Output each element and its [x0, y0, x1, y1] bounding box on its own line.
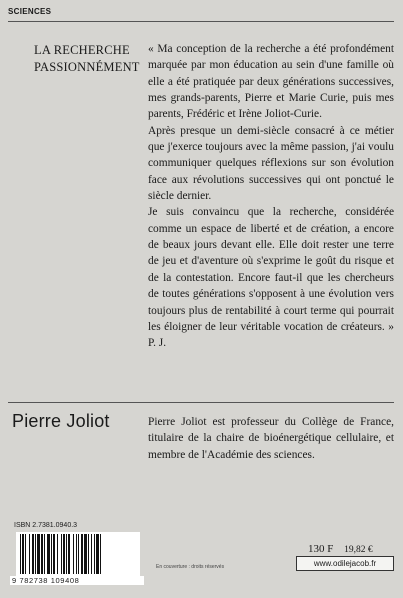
price-francs: 130 F: [308, 543, 334, 555]
blurb-paragraph: Après presque un demi-siècle consacré à ce métier que j'exerce toujours avec la même passion, j'ai voulu communiquer quelques réflexions sur son évolution face aux révolutions successives qui ont ponctué le siècle dernier.: [148, 124, 394, 203]
cover-credit: En couverture : droits réservés: [156, 564, 225, 570]
blurb-paragraph: Je suis convaincu que la recherche, considérée comme un espace de liberté et de création, a encore de beaux jours devant elle. Elle doit rester une terre de jeu et d'aventure où s'exprime le goût du risque et de la contestation. Encore faut-il que les chercheurs de toutes générations s'opposent à une évolution vers toujours plus de rentabilité à court terme qui pourrait les éloigner de leur véritable vocation de créateurs. » P. J.: [148, 206, 394, 350]
section-title: [34, 42, 140, 76]
author-bio: Pierre Joliot est professeur du Collège de France, titulaire de la chaire de bioénergétique cellulaire, et membre de l'Académie des sciences.: [148, 416, 394, 461]
top-divider: [8, 21, 394, 22]
blurb: [148, 41, 394, 352]
section-title-line-2: PASSIONNÉMENT: [34, 60, 140, 74]
author-name: Pierre Joliot: [12, 411, 110, 431]
barcode-digits: 9 782738 109408: [10, 576, 144, 585]
section-title-line-1: LA RECHERCHE: [34, 43, 130, 57]
price: [308, 543, 373, 555]
series-label: SCIENCES: [8, 7, 52, 16]
barcode-bars: [16, 532, 140, 576]
blurb-paragraph: « Ma conception de la recherche a été profondément marquée par mon éducation au sein d'une famille où elle a été pratiquée par deux générations successives, mes grands-parents, Pierre et Marie Curie, puis mes parents, Frédéric et Irène Joliot-Curie.: [148, 43, 394, 121]
price-euros: 19,82 €: [344, 545, 373, 555]
isbn-label: ISBN 2.7381.0940.3: [14, 522, 78, 529]
middle-divider: [8, 402, 394, 403]
publisher-url: www.odilejacob.fr: [296, 556, 394, 571]
barcode: [10, 532, 142, 590]
